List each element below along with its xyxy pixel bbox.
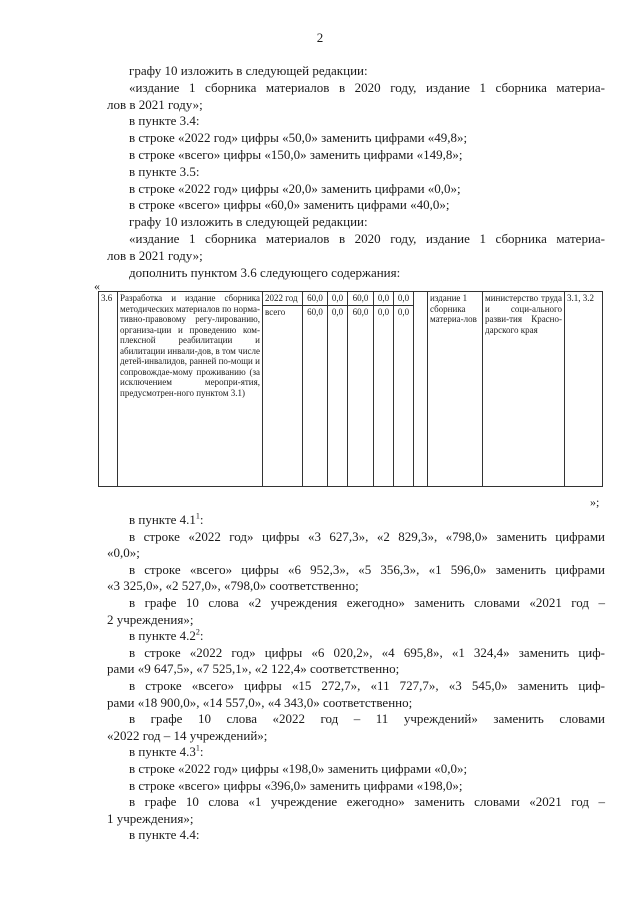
- cell-year: всего: [263, 305, 303, 486]
- text-line-content: «3 325,0», «2 527,0», «798,0» соответственно;: [107, 578, 359, 594]
- program-table-insert: [98, 291, 603, 487]
- cell-regional: 60,0: [348, 292, 374, 306]
- text-line-content: в строке «всего» цифры «150,0» заменить цифрами «149,8»;: [129, 147, 463, 162]
- cell-total: 60,0: [303, 305, 328, 486]
- text-line-content: 1 учреждения»;: [107, 810, 194, 826]
- cell-empty: [414, 292, 428, 487]
- text-line: [107, 728, 267, 744]
- text-line: [129, 827, 200, 843]
- text-line: [107, 545, 140, 561]
- text-line: [107, 695, 412, 711]
- cell-total: 60,0: [303, 292, 328, 306]
- text-line: [129, 80, 605, 96]
- cell-result: издание 1 сборника материа-лов: [428, 292, 483, 487]
- cell-local: 0,0: [374, 305, 394, 486]
- text-line: [129, 164, 200, 180]
- text-line: [129, 794, 605, 810]
- text-line-content: в строке «всего» цифры «60,0» заменить цифрами «40,0»;: [129, 197, 450, 213]
- text-line-content: в пункте 4.4:: [129, 827, 200, 843]
- text-line-content: в строке «всего» цифры «15 272,7», «11 727,7», «3 545,0» заменить циф-: [129, 678, 605, 693]
- text-line: [129, 628, 204, 644]
- text-line: [129, 711, 605, 727]
- text-line-content: в пункте 3.5:: [129, 163, 200, 179]
- cell-item-number: 3.6: [99, 292, 118, 487]
- text-line: [129, 147, 462, 163]
- text-line-content: в строке «2022 год» цифры «50,0» заменить цифрами «49,8»;: [129, 130, 468, 146]
- cell-links: 3.1, 3.2: [565, 292, 603, 487]
- text-line: [129, 529, 605, 545]
- text-line: [129, 562, 605, 578]
- text-line: [129, 761, 467, 777]
- text-line-content: в пункте 4.2: [129, 628, 196, 644]
- opening-quote-mark: «: [94, 279, 100, 293]
- text-line: [129, 645, 605, 661]
- text-line: [107, 578, 359, 594]
- text-line: [129, 181, 461, 197]
- text-line-content: рами «18 900,0», «14 557,0», «4 343,0» соответственно;: [107, 694, 413, 710]
- text-line-content: лов в 2021 году»;: [107, 96, 203, 112]
- text-line-content: графу 10 изложить в следующей редакции:: [129, 63, 368, 78]
- cell-local: 0,0: [374, 292, 394, 306]
- table-row: [99, 292, 603, 306]
- text-line: [107, 661, 399, 677]
- text-line-content: в пункте 4.3: [129, 744, 196, 760]
- text-line: [129, 265, 400, 281]
- text-line-content: «0,0»;: [107, 545, 140, 561]
- text-line-content: в пункте 4.1: [129, 512, 196, 527]
- text-line: [107, 612, 193, 628]
- text-line-content: лов в 2021 году»;: [107, 247, 203, 263]
- text-line-content: дополнить пунктом 3.6 следующего содержания:: [129, 264, 401, 280]
- cell-federal: 0,0: [328, 292, 348, 306]
- cell-federal: 0,0: [328, 305, 348, 486]
- cell-other: 0,0: [394, 305, 414, 486]
- text-line-tail: :: [199, 744, 204, 760]
- text-line-content: в графе 10 слова «1 учреждение ежегодно» заменить словами «2021 год –: [129, 794, 605, 810]
- text-line: [129, 130, 467, 146]
- text-line: [129, 113, 200, 129]
- text-line-content: 2 учреждения»;: [107, 611, 194, 627]
- cell-regional: 60,0: [348, 305, 374, 486]
- text-line-content: «2022 год – 14 учреждений»;: [107, 727, 268, 743]
- text-line-tail: :: [199, 628, 204, 644]
- text-line-content: в строке «2022 год» цифры «3 627,3», «2 829,3», «798,0» заменить цифрами: [129, 528, 605, 544]
- text-line: [129, 231, 605, 247]
- footnote-superscript: 1: [195, 511, 200, 521]
- text-line-content: в пункте 3.4:: [129, 113, 200, 129]
- cell-year: 2022 год: [263, 292, 303, 306]
- text-line-content: в строке «2022 год» цифры «6 020,2», «4 695,8», «1 324,4» заменить циф-: [129, 644, 605, 660]
- text-line: [129, 595, 605, 611]
- text-line-content: в строке «всего» цифры «396,0» заменить цифрами «198,0»;: [129, 777, 463, 793]
- text-line: [129, 778, 462, 794]
- text-line: [129, 744, 204, 760]
- text-line-content: «издание 1 сборника материалов в 2020 году, издание 1 сборника материа-: [129, 79, 605, 95]
- cell-executor: министерство труда и соци-ального разви-тия Красно-дарского края: [483, 292, 565, 487]
- text-line-content: в графе 10 слова «2022 год – 11 учреждений» заменить словами: [129, 711, 605, 727]
- text-line-content: в строке «всего» цифры «6 952,3», «5 356,3», «1 596,0» заменить цифрами: [129, 561, 605, 577]
- cell-item-name: Разработка и издание сборника методических материалов по норма-тивно-правовому регу-лированию, организа-ции и проведению ком-плексной реабилитации и абилитации инвали-дов, в том числе детей-инвалидов, ранней по-мощи и сопровождае-мому проживанию (за исключением меропри-ятия, предусмотрен-ного пунктом 3.1): [118, 292, 263, 487]
- text-line: [129, 678, 605, 694]
- cell-other: 0,0: [394, 292, 414, 306]
- text-line: [129, 63, 368, 79]
- closing-quote-mark: »;: [590, 495, 600, 509]
- text-line-content: рами «9 647,5», «7 525,1», «2 122,4» соответственно;: [107, 661, 400, 677]
- text-line-tail: :: [199, 512, 204, 527]
- text-line-content: в строке «2022 год» цифры «20,0» заменить цифрами «0,0»;: [129, 180, 461, 196]
- text-line: [129, 512, 204, 528]
- page-number: 2: [316, 30, 324, 45]
- text-line-content: графу 10 изложить в следующей редакции:: [129, 214, 368, 230]
- text-line: [129, 197, 449, 213]
- text-line-content: «издание 1 сборника материалов в 2020 году, издание 1 сборника материа-: [129, 231, 605, 246]
- text-line: [107, 97, 203, 113]
- text-line: [129, 214, 368, 230]
- footnote-superscript: 2: [195, 627, 200, 637]
- text-line-content: в графе 10 слова «2 учреждения ежегодно» заменить словами «2021 год –: [129, 595, 605, 610]
- text-line: [107, 811, 193, 827]
- text-line: [107, 248, 203, 264]
- footnote-superscript: 1: [195, 744, 200, 754]
- text-line-content: в строке «2022 год» цифры «198,0» заменить цифрами «0,0»;: [129, 761, 468, 776]
